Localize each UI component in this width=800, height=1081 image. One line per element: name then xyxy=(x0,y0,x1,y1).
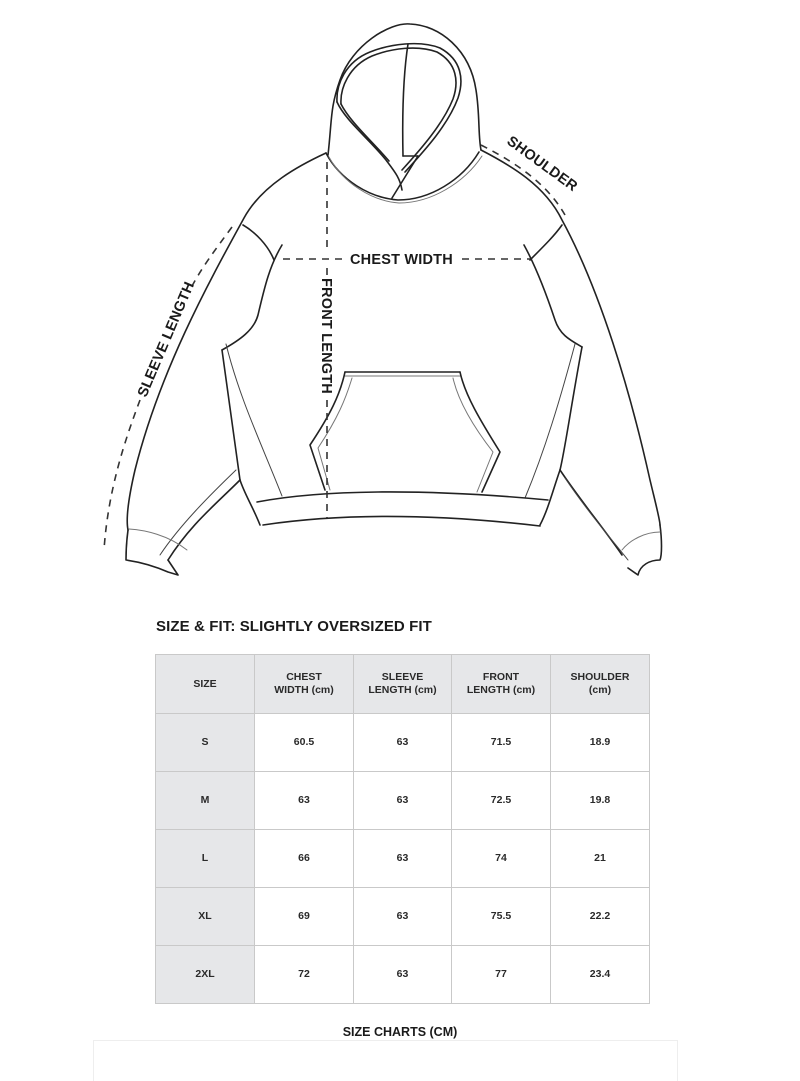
chest-width-cell: 63 xyxy=(255,772,354,830)
chest-width-cell: 72 xyxy=(255,946,354,1004)
shoulder-cell: 22.2 xyxy=(551,888,650,946)
front-length-cell: 74 xyxy=(452,830,551,888)
size-charts-heading: SIZE CHARTS (CM) xyxy=(342,1025,458,1039)
sleeve-length-label: SLEEVE LENGTH xyxy=(134,279,198,400)
size-chart-table xyxy=(155,654,650,1004)
front-length-cell: 72.5 xyxy=(452,772,551,830)
chest-width-cell: 69 xyxy=(255,888,354,946)
header-label: SIZE xyxy=(193,677,217,690)
header-label: SLEEVE xyxy=(381,671,424,683)
table-row xyxy=(156,830,650,888)
header-shoulder xyxy=(551,655,650,714)
chest-width-cell: 60.5 xyxy=(255,714,354,772)
size-cell: L xyxy=(156,830,255,888)
header-sleeve-length xyxy=(354,655,452,714)
size-cell: 2XL xyxy=(156,946,255,1004)
header-label: SHOULDER xyxy=(570,671,630,683)
shoulder-label: SHOULDER xyxy=(503,133,581,196)
table-row xyxy=(156,946,650,1004)
size-cell: S xyxy=(156,714,255,772)
header-label: LENGTH (cm) xyxy=(368,684,437,696)
sleeve-length-cell: 63 xyxy=(354,946,452,1004)
header-label: (cm) xyxy=(588,684,612,696)
shoulder-cell: 21 xyxy=(551,830,650,888)
table-row xyxy=(156,888,650,946)
header-label: WIDTH (cm) xyxy=(274,684,334,696)
table-row xyxy=(156,772,650,830)
size-cell: M xyxy=(156,772,255,830)
shoulder-cell: 19.8 xyxy=(551,772,650,830)
chest-width-label: CHEST WIDTH xyxy=(350,252,453,268)
size-chart-panel xyxy=(93,1040,678,1081)
sleeve-length-cell: 63 xyxy=(354,772,452,830)
chest-width-cell: 66 xyxy=(255,830,354,888)
header-label: CHEST xyxy=(286,671,322,683)
header-label: LENGTH (cm) xyxy=(466,684,536,696)
fit-title: SIZE & FIT: SLIGHTLY OVERSIZED FIT xyxy=(156,618,432,635)
front-length-label: FRONT LENGTH xyxy=(318,278,334,394)
front-length-cell: 75.5 xyxy=(452,888,551,946)
header-label: FRONT xyxy=(482,671,520,683)
sleeve-length-cell: 63 xyxy=(354,714,452,772)
header-chest-width xyxy=(255,655,354,714)
header-front-length xyxy=(452,655,551,714)
front-length-cell: 77 xyxy=(452,946,551,1004)
front-length-cell: 71.5 xyxy=(452,714,551,772)
table-header-row xyxy=(156,655,650,714)
sleeve-length-cell: 63 xyxy=(354,888,452,946)
table-row xyxy=(156,714,650,772)
shoulder-cell: 18.9 xyxy=(551,714,650,772)
shoulder-cell: 23.4 xyxy=(551,946,650,1004)
size-cell: XL xyxy=(156,888,255,946)
header-size xyxy=(156,655,255,714)
sleeve-length-cell: 63 xyxy=(354,830,452,888)
